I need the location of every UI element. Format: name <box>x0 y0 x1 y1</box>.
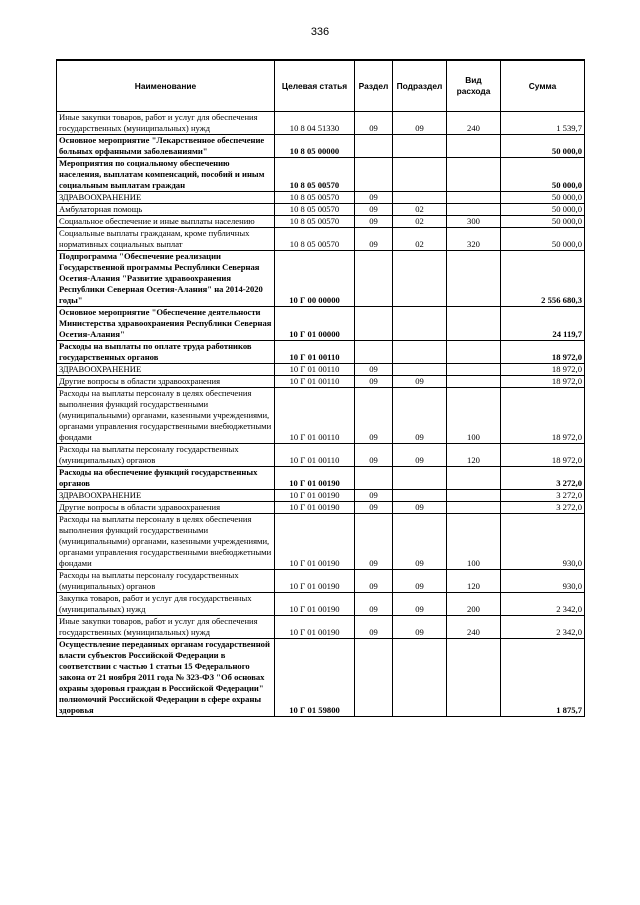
cell-section <box>355 307 393 341</box>
cell-subsection <box>393 341 447 364</box>
cell-section <box>355 341 393 364</box>
cell-target: 10 Г 01 59800 <box>275 639 355 717</box>
cell-target: 10 Г 01 00190 <box>275 514 355 570</box>
cell-name: Подпрограмма "Обеспечение реализации Государственной программы Республики Северная Осетия-Алания "Развитие здравоохранения Республики Северная Осетия-Алания" на 2014-2020 годы" <box>57 251 275 307</box>
cell-sum: 50 000,0 <box>501 204 585 216</box>
cell-sum: 3 272,0 <box>501 502 585 514</box>
cell-target: 10 Г 01 00190 <box>275 467 355 490</box>
cell-section <box>355 251 393 307</box>
cell-section <box>355 135 393 158</box>
cell-sum: 24 119,7 <box>501 307 585 341</box>
cell-kind <box>447 364 501 376</box>
cell-name: Расходы на выплаты персоналу государственных (муниципальных) органов <box>57 444 275 467</box>
header-target: Целевая статья <box>275 60 355 112</box>
cell-subsection <box>393 192 447 204</box>
cell-kind: 300 <box>447 216 501 228</box>
cell-name: Осуществление переданных органам государственной власти субъектов Российской Федерации в соответствии с частью 1 статьи 15 Федерального закона от 21 ноября 2011 года № 323-ФЗ "Об основах охраны здоровья граждан в Российской Федерации" полномочий Российской Федерации в сфере охраны здоровья <box>57 639 275 717</box>
table-row <box>57 135 585 158</box>
cell-target: 10 Г 00 00000 <box>275 251 355 307</box>
table-row <box>57 388 585 444</box>
header-sum: Сумма <box>501 60 585 112</box>
cell-target: 10 8 05 00570 <box>275 192 355 204</box>
cell-kind: 240 <box>447 112 501 135</box>
cell-kind <box>447 502 501 514</box>
cell-sum: 50 000,0 <box>501 216 585 228</box>
cell-sum: 930,0 <box>501 570 585 593</box>
header-section: Раздел <box>355 60 393 112</box>
cell-kind: 120 <box>447 570 501 593</box>
cell-name: Другие вопросы в области здравоохранения <box>57 502 275 514</box>
table-row <box>57 570 585 593</box>
cell-sum: 2 556 680,3 <box>501 251 585 307</box>
cell-name: Социальное обеспечение и иные выплаты населению <box>57 216 275 228</box>
cell-sum: 18 972,0 <box>501 376 585 388</box>
cell-target: 10 Г 01 00190 <box>275 593 355 616</box>
cell-target: 10 Г 01 00110 <box>275 341 355 364</box>
cell-subsection <box>393 251 447 307</box>
cell-sum: 3 272,0 <box>501 467 585 490</box>
cell-sum: 3 272,0 <box>501 490 585 502</box>
cell-name: Иные закупки товаров, работ и услуг для обеспечения государственных (муниципальных) нужд <box>57 112 275 135</box>
table-row <box>57 490 585 502</box>
cell-subsection: 02 <box>393 216 447 228</box>
cell-subsection <box>393 135 447 158</box>
cell-section: 09 <box>355 444 393 467</box>
cell-target: 10 Г 01 00190 <box>275 490 355 502</box>
cell-section: 09 <box>355 376 393 388</box>
cell-section: 09 <box>355 216 393 228</box>
cell-section: 09 <box>355 228 393 251</box>
cell-subsection: 09 <box>393 570 447 593</box>
cell-subsection: 09 <box>393 514 447 570</box>
cell-section <box>355 639 393 717</box>
cell-subsection <box>393 158 447 192</box>
cell-kind: 200 <box>447 593 501 616</box>
cell-target: 10 Г 01 00000 <box>275 307 355 341</box>
table-row <box>57 593 585 616</box>
cell-subsection: 09 <box>393 444 447 467</box>
cell-name: Другие вопросы в области здравоохранения <box>57 376 275 388</box>
cell-kind: 100 <box>447 514 501 570</box>
cell-kind: 120 <box>447 444 501 467</box>
cell-subsection: 02 <box>393 204 447 216</box>
table-row <box>57 228 585 251</box>
table-row <box>57 158 585 192</box>
cell-subsection: 09 <box>393 376 447 388</box>
table-row <box>57 192 585 204</box>
header-kind: Вид расхода <box>447 60 501 112</box>
cell-name: Расходы на выплаты по оплате труда работников государственных органов <box>57 341 275 364</box>
cell-target: 10 8 05 00000 <box>275 135 355 158</box>
table-row <box>57 616 585 639</box>
cell-section: 09 <box>355 192 393 204</box>
cell-name: Основное мероприятие "Лекарственное обеспечение больных орфанными заболеваниями" <box>57 135 275 158</box>
cell-kind <box>447 204 501 216</box>
cell-kind <box>447 341 501 364</box>
cell-target: 10 Г 01 00110 <box>275 444 355 467</box>
cell-sum: 18 972,0 <box>501 444 585 467</box>
cell-name: ЗДРАВООХРАНЕНИЕ <box>57 364 275 376</box>
table-row <box>57 216 585 228</box>
header-name: Наименование <box>57 60 275 112</box>
cell-target: 10 Г 01 00110 <box>275 364 355 376</box>
cell-name: ЗДРАВООХРАНЕНИЕ <box>57 490 275 502</box>
cell-section <box>355 467 393 490</box>
cell-kind: 100 <box>447 388 501 444</box>
cell-target: 10 Г 01 00190 <box>275 502 355 514</box>
cell-kind <box>447 376 501 388</box>
table-row <box>57 502 585 514</box>
cell-subsection: 02 <box>393 228 447 251</box>
cell-kind: 240 <box>447 616 501 639</box>
budget-table <box>56 59 585 717</box>
cell-section: 09 <box>355 490 393 502</box>
table-row <box>57 341 585 364</box>
cell-section: 09 <box>355 593 393 616</box>
cell-section: 09 <box>355 616 393 639</box>
cell-sum: 18 972,0 <box>501 364 585 376</box>
cell-sum: 50 000,0 <box>501 228 585 251</box>
cell-subsection: 09 <box>393 502 447 514</box>
cell-name: Закупка товаров, работ и услуг для государственных (муниципальных) нужд <box>57 593 275 616</box>
cell-target: 10 Г 01 00110 <box>275 388 355 444</box>
cell-sum: 930,0 <box>501 514 585 570</box>
cell-sum: 50 000,0 <box>501 192 585 204</box>
cell-kind <box>447 639 501 717</box>
cell-name: Расходы на выплаты персоналу в целях обеспечения выполнения функций государственными (муниципальными) органами, казенными учреждениями, органами управления государственными внебюджетными фондами <box>57 388 275 444</box>
cell-subsection <box>393 467 447 490</box>
table-row <box>57 204 585 216</box>
table-row <box>57 514 585 570</box>
header-subsection: Подраздел <box>393 60 447 112</box>
cell-name: ЗДРАВООХРАНЕНИЕ <box>57 192 275 204</box>
cell-kind <box>447 251 501 307</box>
cell-kind <box>447 490 501 502</box>
cell-section: 09 <box>355 502 393 514</box>
cell-name: Социальные выплаты гражданам, кроме публичных нормативных социальных выплат <box>57 228 275 251</box>
cell-sum: 2 342,0 <box>501 616 585 639</box>
table-header-row <box>57 60 585 112</box>
cell-name: Мероприятия по социальному обеспечению населения, выплатам компенсаций, пособий и иным социальным выплатам граждан <box>57 158 275 192</box>
cell-sum: 2 342,0 <box>501 593 585 616</box>
cell-section: 09 <box>355 570 393 593</box>
cell-target: 10 Г 01 00190 <box>275 616 355 639</box>
cell-subsection: 09 <box>393 616 447 639</box>
cell-kind <box>447 158 501 192</box>
cell-target: 10 8 05 00570 <box>275 204 355 216</box>
cell-target: 10 Г 01 00190 <box>275 570 355 593</box>
cell-subsection <box>393 307 447 341</box>
cell-sum: 18 972,0 <box>501 341 585 364</box>
table-row <box>57 112 585 135</box>
cell-sum: 50 000,0 <box>501 158 585 192</box>
cell-subsection: 09 <box>393 593 447 616</box>
cell-subsection <box>393 364 447 376</box>
page-number: 336 <box>310 26 330 38</box>
cell-kind <box>447 307 501 341</box>
cell-subsection: 09 <box>393 112 447 135</box>
cell-target: 10 Г 01 00110 <box>275 376 355 388</box>
cell-kind <box>447 135 501 158</box>
cell-sum: 18 972,0 <box>501 388 585 444</box>
cell-subsection <box>393 639 447 717</box>
cell-name: Расходы на выплаты персоналу государственных (муниципальных) органов <box>57 570 275 593</box>
cell-target: 10 8 04 51330 <box>275 112 355 135</box>
table-row <box>57 364 585 376</box>
cell-section: 09 <box>355 514 393 570</box>
cell-kind: 320 <box>447 228 501 251</box>
cell-subsection: 09 <box>393 388 447 444</box>
cell-name: Расходы на выплаты персоналу в целях обеспечения выполнения функций государственными (муниципальными) органами, казенными учреждениями, органами управления государственными внебюджетными фондами <box>57 514 275 570</box>
cell-kind <box>447 192 501 204</box>
cell-target: 10 8 05 00570 <box>275 158 355 192</box>
cell-name: Основное мероприятие "Обеспечение деятельности Министерства здравоохранения Республики Северная Осетия-Алания" <box>57 307 275 341</box>
cell-section: 09 <box>355 388 393 444</box>
cell-section <box>355 158 393 192</box>
cell-section: 09 <box>355 364 393 376</box>
table-row <box>57 376 585 388</box>
cell-target: 10 8 05 00570 <box>275 228 355 251</box>
table-row <box>57 639 585 717</box>
cell-name: Амбулаторная помощь <box>57 204 275 216</box>
table-row <box>57 307 585 341</box>
table-row <box>57 444 585 467</box>
cell-subsection <box>393 490 447 502</box>
cell-target: 10 8 05 00570 <box>275 216 355 228</box>
cell-name: Расходы на обеспечение функций государственных органов <box>57 467 275 490</box>
cell-sum: 1 539,7 <box>501 112 585 135</box>
cell-section: 09 <box>355 112 393 135</box>
cell-kind <box>447 467 501 490</box>
cell-sum: 50 000,0 <box>501 135 585 158</box>
table-row <box>57 251 585 307</box>
table-row <box>57 467 585 490</box>
cell-sum: 1 875,7 <box>501 639 585 717</box>
cell-name: Иные закупки товаров, работ и услуг для обеспечения государственных (муниципальных) нужд <box>57 616 275 639</box>
table-body <box>57 112 585 717</box>
cell-section: 09 <box>355 204 393 216</box>
